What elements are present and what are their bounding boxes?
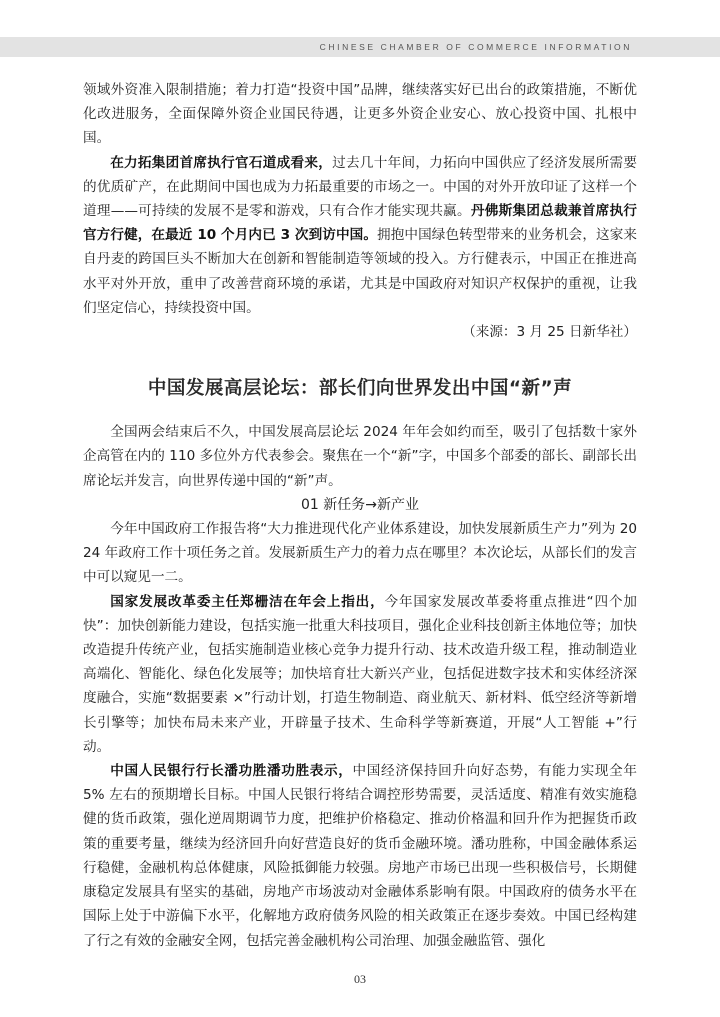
bold-lead-pboc: 中国人民银行行长潘功胜潘功胜表示， — [110, 763, 353, 780]
paragraph-text: 今年国家发展改革委将重点推进“四个加快”：加快创新能力建设，包括实施一批重大科技项目，强化企业科技创新主体地位等；加快改造提升传统产业，包括实施制造业核心竞争力提升行动、技术改造升级工程，推动制造业高端化、智能化、绿色化发展等；加快培育壮大新兴产业，包括促进数字技术和实体经济深度融合，实施“数据要素 ×”行动计划，打造生物制造、商业航天、新材料、低空经济等新增长引擎等；加快布局未来产业，开辟量子技术、生命科学等新赛道，开展“人工智能 +”行动。 — [83, 593, 638, 755]
paragraph-ndrc — [83, 590, 637, 759]
paragraph-continued: 领域外资准入限制措施；着力打造“投资中国”品牌，继续落实好已出台的政策措施，不断优化改进服务，全面保障外资企业国民待遇，让更多外资企业安心、放心投资中国、扎根中国。 — [83, 82, 637, 147]
paragraph-work-report: 今年中国政府工作报告将“大力推进现代化产业体系建设，加快发展新质生产力”列为 2024 年政府工作十项任务之首。发展新质生产力的着力点在哪里？本次论坛，从部长们的发言中可以窥见一二。 — [83, 521, 637, 586]
bold-lead-rio-tinto: 在力拓集团首席执行官石道成看来， — [110, 154, 333, 171]
bold-lead-danfoss: 丹佛斯集团总裁兼首席执行官方行健，在最近 10 个月内已 3 次到访中国。 — [83, 203, 637, 244]
page-number: 03 — [354, 972, 366, 986]
paragraph-text: 过去几十年间，力拓向中国供应了经济发展所需要的优质矿产，在此期间中国也成为力拓最重要的市场之一。中国的对外开放印证了这样一个道理——可持续的发展不是零和游戏，只有合作才能实现共赢。 — [83, 154, 638, 220]
bold-lead-ndrc: 国家发展改革委主任郑栅洁在年会上指出， — [110, 593, 385, 610]
paragraph-text: 中国经济保持回升向好态势，有能力实现全年 5% 左右的预期增长目标。中国人民银行将结合调控形势需要，灵活适度、精准有效实施稳健的货币政策，强化逆周期调节力度，把维护价格稳定、推动价格温和回升作为把握货币政策的重要考量，继续为经济回升向好营造良好的货币金融环境。潘功胜称，中国金融体系运行稳健，金融机构总体健康，风险抵御能力较强。房地产市场已出现一些积极信号，长期健康稳定发展具有坚实的基础，房地产市场波动对金融体系影响有限。中国政府的债务水平在国际上处于中游偏下水平，化解地方政府债务风险的相关政策正在逐步奏效。中国已经构建了行之有效的金融安全网，包括完善金融机构公司治理、加强金融监管、强化 — [83, 763, 638, 949]
article-body — [83, 78, 637, 953]
paragraph-rio-tinto — [83, 151, 637, 345]
section-title: 中国发展高层论坛：部长们向世界发出中国“新”声 — [147, 378, 573, 400]
source-citation: （来源：3 月 25 日新华社） — [462, 324, 637, 341]
paragraph-text: 拥抱中国绿色转型带来的业务机会，这家来自丹麦的跨国巨头不断加大在创新和智能制造等领域的投入。方行健表示，中国正在推进高水平对外开放，重申了改善营商环境的承诺，尤其是中国政府对知识产权保护的重视，让我们坚定信心，持续投资中国。 — [83, 227, 638, 316]
running-header: CHINESE CHAMBER OF COMMERCE INFORMATION — [319, 42, 632, 52]
paragraph-forum-intro: 全国两会结束后不久，中国发展高层论坛 2024 年年会如约而至，吸引了包括数十家外企高管在内的 110 多位外方代表参会。聚焦在一个“新”字，中国多个部委的部长、副部长出席论坛并发言，向世界传递中国的“新”声。 — [83, 424, 637, 489]
paragraph-pboc — [83, 759, 637, 953]
subheading: 01 新任务→新产业 — [301, 496, 419, 513]
